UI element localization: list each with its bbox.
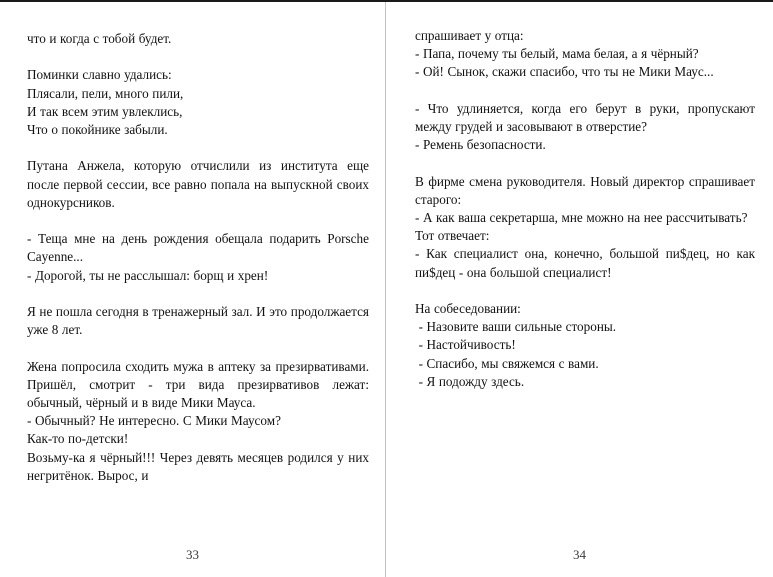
verse-line: И так всем этим увлеклись,: [27, 103, 183, 119]
dialogue-line: - Ремень безопасности.: [415, 137, 546, 153]
page-left-text-column: [27, 30, 369, 485]
text-line: что и когда с тобой будет.: [27, 31, 172, 46]
text-line: На собеседовании:: [415, 301, 521, 316]
paragraph: Я не пошла сегодня в тренажерный зал. И это продолжается уже 8 лет.: [27, 303, 369, 338]
block-porsche-cayenne: [27, 230, 369, 285]
paragraph: - Ой! Сынок, скажи спасибо, что ты не Мики Маус...: [415, 64, 714, 80]
paragraph: В фирме смена руководителя. Новый директор спрашивает старого:: [415, 173, 755, 207]
page-number-left: 33: [186, 547, 199, 562]
paragraph: Возьму-ка я чёрный!!! Через девять месяцев родился у них негритёнок. Вырос, и: [27, 449, 369, 483]
block-pominki-verse: [27, 66, 369, 139]
verse-line: Что о покойнике забыли.: [27, 122, 168, 137]
block-carryover-text: [27, 30, 369, 48]
dialogue-line: - Спасибо, мы свяжемся с вами.: [415, 355, 599, 371]
paragraph: - Что удлиняется, когда его берут в руки, пропускают между грудей и засовывают в отверстие?: [415, 100, 755, 134]
block-trenazherny-zal: [27, 303, 369, 339]
paragraph: - Папа, почему ты белый, мама белая, а я чёрный?: [415, 46, 699, 62]
paragraph: - Теща мне на день рождения обещала подарить Porsche Cayenne...: [27, 231, 369, 265]
text-line: спрашивает у отца:: [415, 28, 524, 43]
block-smena-rukovoditelya: [415, 173, 755, 282]
dialogue-line: - Обычный? Не интересно. С Мики Маусом?: [27, 413, 281, 429]
block-apteka-miki-maus: [27, 358, 369, 485]
page-number-right: 34: [573, 547, 586, 562]
page-right-text-column: [415, 27, 755, 391]
block-remen-bezopasnosti: [415, 100, 755, 155]
block-sprashivaet-u-otca: [415, 27, 755, 82]
block-na-sobesedovanii: [415, 300, 755, 391]
page-right: [386, 2, 773, 577]
paragraph: - Как специалист она, конечно, большой пи$дец, но как пи$дец - она большой специалист!: [415, 246, 755, 280]
block-putana-anzhela: [27, 157, 369, 212]
verse-line: Плясали, пели, много пили,: [27, 85, 184, 101]
paragraph: Путана Анжела, которую отчислили из института еще после первой сессии, все равно попала на выпускной своих однокурсников.: [27, 158, 369, 210]
dialogue-line: - Дорогой, ты не расслышал: борщ и хрен!: [27, 267, 269, 283]
verse-line: Поминки славно удались:: [27, 67, 172, 83]
dialogue-line: - Я подожду здесь.: [415, 373, 525, 389]
paragraph: Жена попросила сходить мужа в аптеку за презирвативами. Пришёл, смотрит - три вида презирвативов лежат: обычный, чёрный и в виде Мики Мауса.: [27, 358, 369, 410]
dialogue-line: - Назовите ваши сильные стороны.: [415, 319, 617, 335]
paragraph: - А как ваша секретарша, мне можно на нее рассчитывать?: [415, 210, 748, 225]
page-left: [0, 2, 385, 577]
dialogue-line: - Настойчивость!: [415, 337, 516, 353]
text-line: Тот отвечает:: [415, 228, 490, 244]
dialogue-line: Как-то по-детски!: [27, 431, 129, 447]
